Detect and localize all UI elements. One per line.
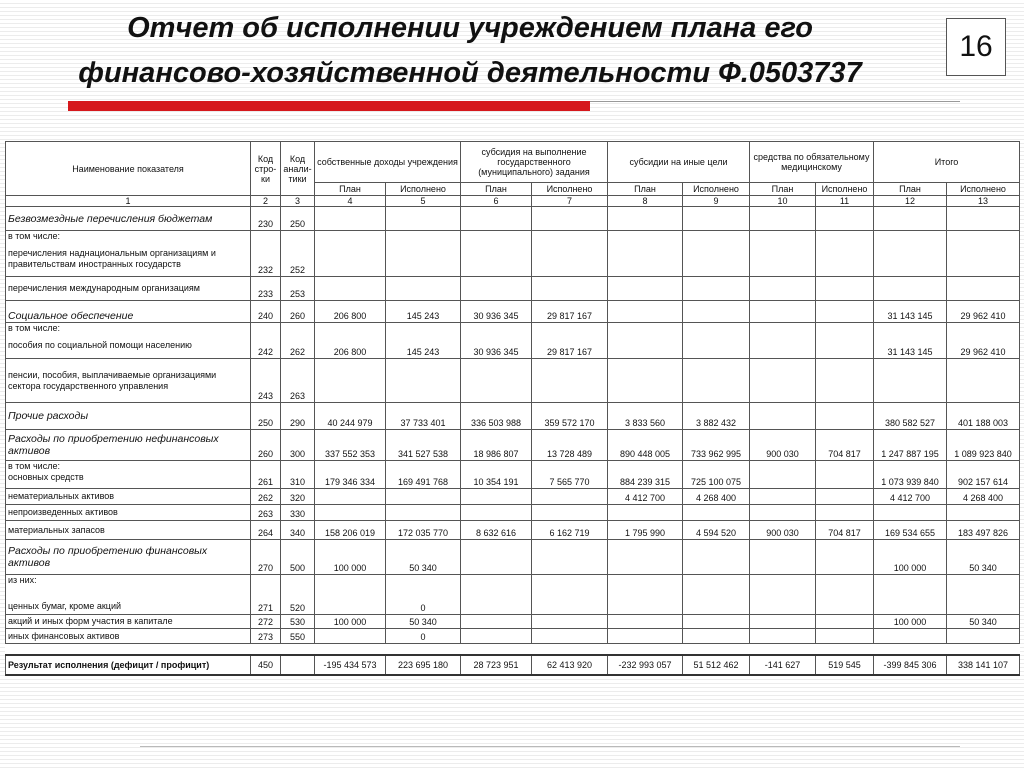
cell-value <box>532 207 608 231</box>
cell-value: 158 206 019 <box>315 521 386 540</box>
header-analytic-code: Код анали-тики <box>281 142 315 196</box>
row-name: перечисления международным организациям <box>6 277 251 301</box>
row-name: Расходы по приобретению нефинансовых активов <box>6 430 251 461</box>
result-value: -399 845 306 <box>874 655 947 675</box>
cell-value <box>816 231 874 277</box>
cell-value <box>683 277 750 301</box>
column-number: 8 <box>608 196 683 207</box>
header-done: Исполнено <box>816 183 874 196</box>
column-number: 10 <box>750 196 816 207</box>
table-gap <box>6 644 1020 656</box>
row-analytic: 263 <box>281 359 315 403</box>
cell-value <box>816 505 874 521</box>
cell-value <box>750 359 816 403</box>
cell-value <box>816 629 874 644</box>
row-code: 261 <box>251 461 281 489</box>
header-plan: План <box>874 183 947 196</box>
cell-value: 13 728 489 <box>532 430 608 461</box>
cell-value <box>683 231 750 277</box>
header-line-code: Код стро-ки <box>251 142 281 196</box>
cell-value <box>750 489 816 505</box>
row-analytic: 550 <box>281 629 315 644</box>
cell-value <box>874 231 947 277</box>
cell-value: 145 243 <box>386 323 461 359</box>
row-name: Безвозмездные перечисления бюджетам <box>6 207 251 231</box>
cell-value <box>816 615 874 629</box>
cell-value: 50 340 <box>386 615 461 629</box>
cell-value <box>816 207 874 231</box>
row-name: акций и иных форм участия в капитале <box>6 615 251 629</box>
header-done: Исполнено <box>947 183 1020 196</box>
row-code: 263 <box>251 505 281 521</box>
cell-value <box>315 231 386 277</box>
cell-value: 4 268 400 <box>947 489 1020 505</box>
table-row <box>6 615 1020 629</box>
table-row <box>6 540 1020 575</box>
cell-value: 169 534 655 <box>874 521 947 540</box>
cell-value <box>750 575 816 615</box>
table-row <box>6 403 1020 430</box>
cell-value: 1 073 939 840 <box>874 461 947 489</box>
row-name: Прочие расходы <box>6 403 251 430</box>
cell-value <box>461 629 532 644</box>
cell-value <box>532 231 608 277</box>
cell-value: 7 565 770 <box>532 461 608 489</box>
cell-value <box>315 629 386 644</box>
cell-value: 1 247 887 195 <box>874 430 947 461</box>
cell-value: 206 800 <box>315 323 386 359</box>
cell-value <box>461 359 532 403</box>
cell-value: 10 354 191 <box>461 461 532 489</box>
table-row <box>6 323 1020 359</box>
cell-value: 29 817 167 <box>532 301 608 323</box>
cell-value <box>315 489 386 505</box>
header-done: Исполнено <box>683 183 750 196</box>
row-name: иных финансовых активов <box>6 629 251 644</box>
result-value: 62 413 920 <box>532 655 608 675</box>
title-underline-gray <box>590 101 960 102</box>
row-analytic: 290 <box>281 403 315 430</box>
cell-value <box>750 323 816 359</box>
header-total: Итого <box>874 142 1020 183</box>
cell-value <box>947 575 1020 615</box>
column-number: 3 <box>281 196 315 207</box>
cell-value <box>461 277 532 301</box>
cell-value <box>816 403 874 430</box>
cell-value: 336 503 988 <box>461 403 532 430</box>
row-name <box>6 461 251 489</box>
table-row <box>6 430 1020 461</box>
result-value: -232 993 057 <box>608 655 683 675</box>
column-number: 9 <box>683 196 750 207</box>
row-code: 232 <box>251 231 281 277</box>
table-row <box>6 575 1020 615</box>
column-number: 7 <box>532 196 608 207</box>
cell-value <box>532 540 608 575</box>
cell-value <box>461 615 532 629</box>
cell-value: 1 089 923 840 <box>947 430 1020 461</box>
cell-value <box>315 277 386 301</box>
row-subname: ценных бумаг, кроме акций <box>8 601 121 611</box>
cell-value <box>386 489 461 505</box>
header-state-task: субсидия на выполнение государственного (муниципального) задания <box>461 142 608 183</box>
cell-value <box>461 231 532 277</box>
cell-value <box>683 323 750 359</box>
page-number: 16 <box>946 18 1006 76</box>
cell-value <box>608 359 683 403</box>
cell-value: 6 162 719 <box>532 521 608 540</box>
cell-value <box>947 277 1020 301</box>
cell-value <box>750 629 816 644</box>
row-code: 272 <box>251 615 281 629</box>
cell-value: 40 244 979 <box>315 403 386 430</box>
cell-value: 890 448 005 <box>608 430 683 461</box>
cell-value <box>750 540 816 575</box>
result-value: 223 695 180 <box>386 655 461 675</box>
cell-value <box>461 505 532 521</box>
row-name: Расходы по приобретению финансовых активов <box>6 540 251 575</box>
row-code: 250 <box>251 403 281 430</box>
cell-value <box>532 277 608 301</box>
cell-value: 31 143 145 <box>874 323 947 359</box>
cell-value <box>386 231 461 277</box>
row-analytic: 260 <box>281 301 315 323</box>
cell-value: 380 582 527 <box>874 403 947 430</box>
cell-value <box>947 207 1020 231</box>
row-analytic: 310 <box>281 461 315 489</box>
cell-value: 18 986 807 <box>461 430 532 461</box>
row-name <box>6 323 251 359</box>
footer-divider <box>140 746 960 747</box>
cell-value <box>816 489 874 505</box>
cell-value: 50 340 <box>386 540 461 575</box>
cell-value: 704 817 <box>816 521 874 540</box>
row-name: пенсии, пособия, выплачиваемые организациями сектора государственного управления <box>6 359 251 403</box>
header-plan: План <box>315 183 386 196</box>
cell-value <box>683 540 750 575</box>
slide-title <box>0 6 940 96</box>
row-analytic: 300 <box>281 430 315 461</box>
cell-value <box>532 359 608 403</box>
cell-value <box>874 505 947 521</box>
header-plan: План <box>750 183 816 196</box>
table-row <box>6 277 1020 301</box>
cell-value: 30 936 345 <box>461 323 532 359</box>
cell-value <box>461 575 532 615</box>
cell-value <box>816 461 874 489</box>
cell-value: 50 340 <box>947 615 1020 629</box>
row-code: 262 <box>251 489 281 505</box>
row-analytic: 253 <box>281 277 315 301</box>
cell-value <box>947 629 1020 644</box>
cell-value <box>683 615 750 629</box>
report-table <box>5 141 1020 676</box>
cell-value: 1 795 990 <box>608 521 683 540</box>
cell-value: 900 030 <box>750 521 816 540</box>
row-analytic: 262 <box>281 323 315 359</box>
row-analytic: 530 <box>281 615 315 629</box>
cell-value <box>386 277 461 301</box>
result-value: 519 545 <box>816 655 874 675</box>
cell-value: 902 157 614 <box>947 461 1020 489</box>
cell-value <box>315 575 386 615</box>
cell-value <box>315 505 386 521</box>
cell-value: 37 733 401 <box>386 403 461 430</box>
column-number: 4 <box>315 196 386 207</box>
cell-value <box>532 505 608 521</box>
cell-value <box>816 277 874 301</box>
cell-value: 8 632 616 <box>461 521 532 540</box>
cell-value: 0 <box>386 575 461 615</box>
row-analytic: 330 <box>281 505 315 521</box>
cell-value <box>608 323 683 359</box>
cell-value <box>683 629 750 644</box>
table-row <box>6 231 1020 277</box>
row-name <box>6 575 251 615</box>
header-name: Наименование показателя <box>6 142 251 196</box>
table-row <box>6 359 1020 403</box>
cell-value <box>816 540 874 575</box>
column-number: 12 <box>874 196 947 207</box>
cell-value <box>532 615 608 629</box>
cell-value: 169 491 768 <box>386 461 461 489</box>
cell-value <box>874 629 947 644</box>
cell-value: 884 239 315 <box>608 461 683 489</box>
cell-value: 900 030 <box>750 430 816 461</box>
cell-value <box>750 403 816 430</box>
row-name: Социальное обеспечение <box>6 301 251 323</box>
table-row <box>6 461 1020 489</box>
cell-value <box>874 575 947 615</box>
table-row <box>6 207 1020 231</box>
title-underline-red <box>68 101 590 111</box>
table-row <box>6 301 1020 323</box>
slide-title-line-2: финансово-хозяйственной деятельности Ф.0503737 <box>78 57 862 89</box>
cell-value: 29 817 167 <box>532 323 608 359</box>
column-number: 2 <box>251 196 281 207</box>
row-code: 230 <box>251 207 281 231</box>
cell-value <box>947 231 1020 277</box>
result-code: 450 <box>251 655 281 675</box>
column-number: 6 <box>461 196 532 207</box>
cell-value <box>816 575 874 615</box>
table-row <box>6 629 1020 644</box>
cell-value: 172 035 770 <box>386 521 461 540</box>
column-number: 5 <box>386 196 461 207</box>
row-code: 260 <box>251 430 281 461</box>
cell-value <box>683 505 750 521</box>
cell-value: 0 <box>386 629 461 644</box>
header-own-income: собственные доходы учреждения <box>315 142 461 183</box>
header-plan: План <box>608 183 683 196</box>
cell-value <box>683 207 750 231</box>
cell-value <box>532 575 608 615</box>
cell-value <box>608 207 683 231</box>
row-analytic: 500 <box>281 540 315 575</box>
header-done: Исполнено <box>386 183 461 196</box>
row-name: материальных запасов <box>6 521 251 540</box>
cell-value <box>816 301 874 323</box>
cell-value <box>608 301 683 323</box>
row-code: 233 <box>251 277 281 301</box>
row-code: 243 <box>251 359 281 403</box>
cell-value: 4 412 700 <box>608 489 683 505</box>
cell-value <box>874 359 947 403</box>
cell-value: 183 497 826 <box>947 521 1020 540</box>
row-subname: перечисления наднациональным организациям и правительствам иностранных государств <box>8 248 216 269</box>
row-name <box>6 231 251 277</box>
column-number: 11 <box>816 196 874 207</box>
slide-title-line-1: Отчет об исполнении учреждением плана его <box>127 12 813 44</box>
cell-value: 4 412 700 <box>874 489 947 505</box>
cell-value: 100 000 <box>315 615 386 629</box>
result-value: 338 141 107 <box>947 655 1020 675</box>
header-medical: средства по обязательному медицинскому <box>750 142 874 183</box>
cell-value <box>532 629 608 644</box>
cell-value: 337 552 353 <box>315 430 386 461</box>
cell-value: 3 882 432 <box>683 403 750 430</box>
column-number-row <box>6 196 1020 207</box>
table-row <box>6 505 1020 521</box>
row-subheading: в том числе: <box>8 231 60 241</box>
cell-value: 341 527 538 <box>386 430 461 461</box>
cell-value: 733 962 995 <box>683 430 750 461</box>
cell-value: 4 594 520 <box>683 521 750 540</box>
cell-value <box>315 207 386 231</box>
cell-value <box>750 231 816 277</box>
header-other-subsidies: субсидии на иные цели <box>608 142 750 183</box>
cell-value <box>608 505 683 521</box>
cell-value: 206 800 <box>315 301 386 323</box>
cell-value <box>608 615 683 629</box>
cell-value: 725 100 075 <box>683 461 750 489</box>
cell-value <box>461 489 532 505</box>
cell-value <box>874 277 947 301</box>
result-row <box>6 655 1020 675</box>
row-subheading: в том числе: <box>8 461 60 471</box>
column-number: 13 <box>947 196 1020 207</box>
cell-value: 4 268 400 <box>683 489 750 505</box>
cell-value: 100 000 <box>874 615 947 629</box>
cell-value: 359 572 170 <box>532 403 608 430</box>
cell-value <box>816 323 874 359</box>
cell-value: 401 188 003 <box>947 403 1020 430</box>
table-row <box>6 489 1020 505</box>
row-code: 270 <box>251 540 281 575</box>
cell-value: 29 962 410 <box>947 323 1020 359</box>
cell-value <box>750 207 816 231</box>
result-name: Результат исполнения (дефицит / профицит) <box>6 655 251 675</box>
cell-value <box>608 231 683 277</box>
cell-value <box>874 207 947 231</box>
cell-value <box>608 277 683 301</box>
row-analytic: 320 <box>281 489 315 505</box>
row-analytic: 340 <box>281 521 315 540</box>
cell-value <box>750 615 816 629</box>
cell-value <box>532 489 608 505</box>
row-analytic: 250 <box>281 207 315 231</box>
cell-value: 100 000 <box>874 540 947 575</box>
result-value: 28 723 951 <box>461 655 532 675</box>
row-analytic: 520 <box>281 575 315 615</box>
row-subheading: из них: <box>8 575 37 585</box>
cell-value: 30 936 345 <box>461 301 532 323</box>
cell-value: 100 000 <box>315 540 386 575</box>
cell-value <box>750 461 816 489</box>
cell-value: 3 833 560 <box>608 403 683 430</box>
cell-value: 704 817 <box>816 430 874 461</box>
cell-value <box>750 277 816 301</box>
cell-value: 50 340 <box>947 540 1020 575</box>
cell-value <box>608 540 683 575</box>
cell-value: 145 243 <box>386 301 461 323</box>
cell-value <box>816 359 874 403</box>
row-subname: основных средств <box>8 472 84 482</box>
row-subname: пособия по социальной помощи населению <box>8 340 192 350</box>
cell-value <box>750 301 816 323</box>
result-value: 51 512 462 <box>683 655 750 675</box>
row-subheading: в том числе: <box>8 323 60 333</box>
cell-value <box>750 505 816 521</box>
cell-value <box>947 359 1020 403</box>
row-code: 271 <box>251 575 281 615</box>
row-name: непроизведенных активов <box>6 505 251 521</box>
row-analytic: 252 <box>281 231 315 277</box>
cell-value <box>386 505 461 521</box>
row-name: нематериальных активов <box>6 489 251 505</box>
cell-value: 31 143 145 <box>874 301 947 323</box>
row-code: 240 <box>251 301 281 323</box>
result-value: -195 434 573 <box>315 655 386 675</box>
cell-value <box>386 359 461 403</box>
cell-value <box>386 207 461 231</box>
cell-value <box>683 359 750 403</box>
cell-value: 179 346 334 <box>315 461 386 489</box>
result-analytic <box>281 655 315 675</box>
cell-value: 29 962 410 <box>947 301 1020 323</box>
row-code: 242 <box>251 323 281 359</box>
cell-value <box>461 207 532 231</box>
cell-value <box>947 505 1020 521</box>
header-done: Исполнено <box>532 183 608 196</box>
cell-value <box>608 575 683 615</box>
cell-value <box>683 301 750 323</box>
cell-value <box>461 540 532 575</box>
row-code: 264 <box>251 521 281 540</box>
table-row <box>6 521 1020 540</box>
cell-value <box>683 575 750 615</box>
cell-value <box>315 359 386 403</box>
result-value: -141 627 <box>750 655 816 675</box>
cell-value <box>608 629 683 644</box>
column-number: 1 <box>6 196 251 207</box>
header-plan: План <box>461 183 532 196</box>
row-code: 273 <box>251 629 281 644</box>
